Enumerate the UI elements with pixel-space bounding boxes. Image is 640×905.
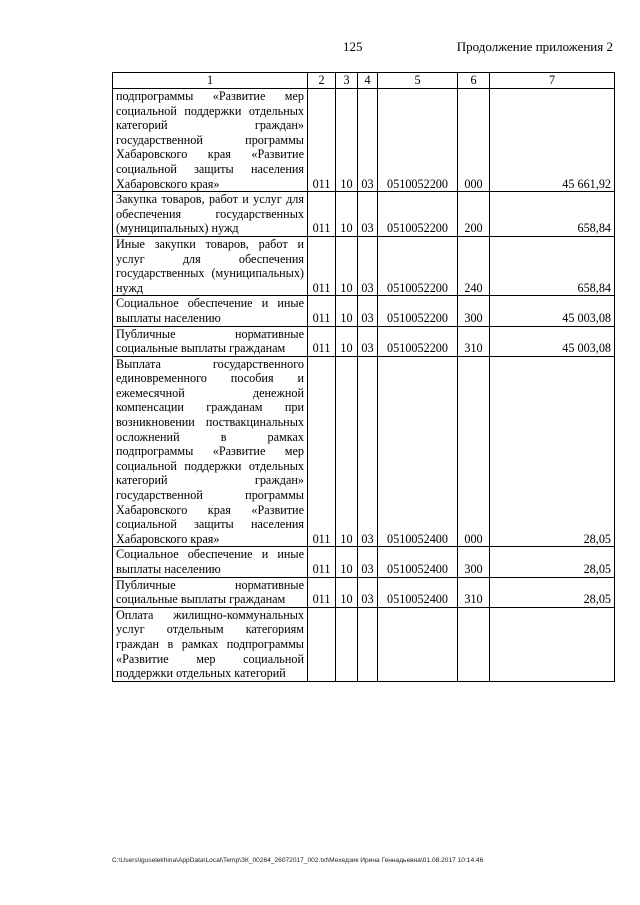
section-code	[336, 607, 358, 681]
amount: 45 003,08	[490, 326, 615, 356]
page-number: 125	[343, 39, 363, 54]
amount	[490, 607, 615, 681]
expense-type-code: 310	[458, 577, 490, 607]
column-numbers-row	[113, 73, 615, 89]
table-row	[113, 547, 615, 577]
subsection-code: 03	[358, 236, 378, 295]
ministry-code: 011	[308, 356, 336, 547]
column-header: 7	[490, 73, 615, 89]
section-code: 10	[336, 326, 358, 356]
amount: 45 661,92	[490, 89, 615, 192]
ministry-code: 011	[308, 192, 336, 237]
section-code: 10	[336, 236, 358, 295]
target-article-code: 0510052200	[378, 192, 458, 237]
column-header: 5	[378, 73, 458, 89]
subsection-code: 03	[358, 89, 378, 192]
row-name: Оплата жилищно-коммунальных услуг отдельным категориям граждан в рамках подпрограммы «Развитие мер социальной поддержки отдельных категорий	[113, 607, 308, 681]
amount: 658,84	[490, 192, 615, 237]
table-row	[113, 192, 615, 237]
ministry-code	[308, 607, 336, 681]
expense-type-code: 300	[458, 296, 490, 326]
section-code: 10	[336, 356, 358, 547]
expense-type-code	[458, 607, 490, 681]
expense-type-code: 000	[458, 356, 490, 547]
section-code: 10	[336, 296, 358, 326]
ministry-code: 011	[308, 547, 336, 577]
table-row	[113, 577, 615, 607]
ministry-code: 011	[308, 236, 336, 295]
target-article-code: 0510052200	[378, 236, 458, 295]
section-code: 10	[336, 89, 358, 192]
target-article-code	[378, 607, 458, 681]
subsection-code: 03	[358, 547, 378, 577]
target-article-code: 0510052200	[378, 326, 458, 356]
column-header: 4	[358, 73, 378, 89]
row-name: Иные закупки товаров, работ и услуг для обеспечения государственных (муниципальных) нужд	[113, 236, 308, 295]
appendix-caption: Продолжение приложения 2	[456, 39, 613, 54]
file-path-footer: C:\Users\iguselekhina\AppData\Local\Temp\ЗК_00264_26072017_002.txt\Мехедзик Ирина Геннадьевна\01.08.2017 10:14:46	[112, 857, 484, 864]
row-name: Публичные нормативные социальные выплаты гражданам	[113, 326, 308, 356]
expense-type-code: 200	[458, 192, 490, 237]
amount: 658,84	[490, 236, 615, 295]
subsection-code: 03	[358, 356, 378, 547]
target-article-code: 0510052200	[378, 296, 458, 326]
subsection-code: 03	[358, 192, 378, 237]
table-row	[113, 296, 615, 326]
section-code: 10	[336, 547, 358, 577]
table-row	[113, 236, 615, 295]
row-name: Социальное обеспечение и иные выплаты населению	[113, 547, 308, 577]
expense-type-code: 240	[458, 236, 490, 295]
row-name: Публичные нормативные социальные выплаты гражданам	[113, 577, 308, 607]
subsection-code: 03	[358, 577, 378, 607]
subsection-code: 03	[358, 296, 378, 326]
column-header: 3	[336, 73, 358, 89]
budget-table	[112, 72, 615, 682]
target-article-code: 0510052200	[378, 89, 458, 192]
expense-type-code: 300	[458, 547, 490, 577]
amount: 28,05	[490, 577, 615, 607]
column-header: 2	[308, 73, 336, 89]
expense-type-code: 000	[458, 89, 490, 192]
subsection-code	[358, 607, 378, 681]
ministry-code: 011	[308, 326, 336, 356]
table-row	[113, 326, 615, 356]
expense-type-code: 310	[458, 326, 490, 356]
amount: 28,05	[490, 547, 615, 577]
table-row	[113, 607, 615, 681]
target-article-code: 0510052400	[378, 547, 458, 577]
row-name: Социальное обеспечение и иные выплаты населению	[113, 296, 308, 326]
row-name: Закупка товаров, работ и услуг для обеспечения государственных (муниципальных) нужд	[113, 192, 308, 237]
ministry-code: 011	[308, 577, 336, 607]
column-header: 1	[113, 73, 308, 89]
target-article-code: 0510052400	[378, 577, 458, 607]
target-article-code: 0510052400	[378, 356, 458, 547]
row-name: подпрограммы «Развитие мер социальной поддержки отдельных категорий граждан» государственной программы Хабаровского края «Развитие социальной защиты населения Хабаровского края»	[113, 89, 308, 192]
ministry-code: 011	[308, 89, 336, 192]
amount: 45 003,08	[490, 296, 615, 326]
section-code: 10	[336, 192, 358, 237]
column-header: 6	[458, 73, 490, 89]
subsection-code: 03	[358, 326, 378, 356]
amount: 28,05	[490, 356, 615, 547]
table-row	[113, 356, 615, 547]
ministry-code: 011	[308, 296, 336, 326]
table-row	[113, 89, 615, 192]
section-code: 10	[336, 577, 358, 607]
row-name: Выплата государственного единовременного пособия и ежемесячной денежной компенсации гражданам при возникновении поствакцинальных осложнений в рамках подпрограммы «Развитие мер социальной поддержки отдельных категорий граждан» государственной программы Хабаровского края «Развитие социальной защиты населения Хабаровского края»	[113, 356, 308, 547]
